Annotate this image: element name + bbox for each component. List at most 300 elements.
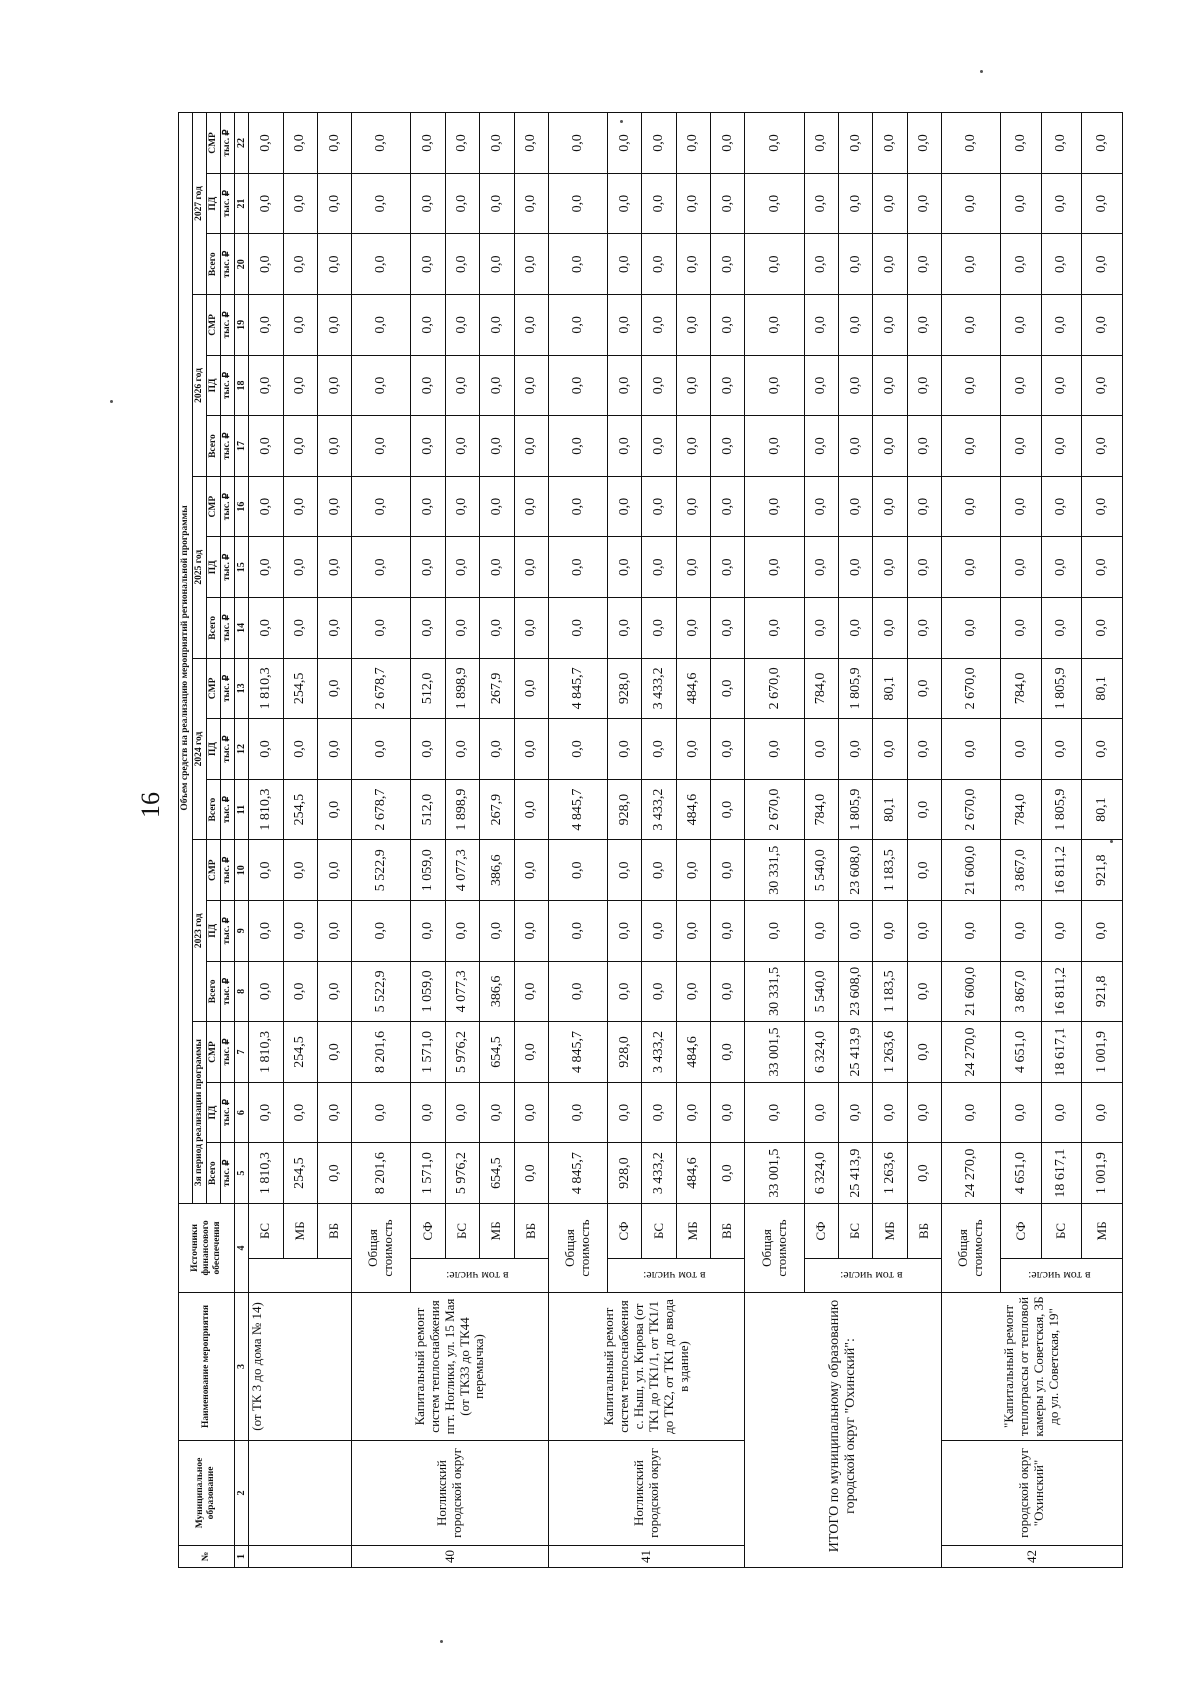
value-cell: 0,0 (608, 295, 642, 356)
value-cell: 0,0 (676, 598, 710, 659)
value-cell: 0,0 (942, 901, 1001, 962)
total-label: ИТОГО по муниципальному образованию городской округ "Охинский": (745, 1292, 942, 1567)
value-cell: 0,0 (711, 295, 745, 356)
value-cell: 0,0 (445, 295, 479, 356)
value-cell: 0,0 (283, 173, 317, 234)
value-cell: 0,0 (907, 1082, 941, 1143)
value-cell: 4 077,3 (445, 840, 479, 901)
header-unit: тыс. ₽ (220, 840, 234, 901)
value-cell: 24 270,0 (942, 1143, 1001, 1204)
value-cell: 0,0 (1001, 1082, 1042, 1143)
table-row (942, 113, 1001, 1568)
value-cell: 0,0 (804, 416, 838, 477)
value-cell: 0,0 (352, 476, 411, 537)
measure-cell: "Капитальный ремонт теплотрассы от тепловой камеры ул. Советская, 3Б до ул. Советская, 19" (942, 1292, 1123, 1440)
header-period: 3я период реализации программы (192, 1022, 206, 1204)
value-cell: 0,0 (608, 173, 642, 234)
value-cell: 0,0 (642, 840, 676, 901)
value-cell: 1 001,9 (1082, 1022, 1123, 1083)
value-cell: 0,0 (283, 113, 317, 174)
value-cell: 512,0 (411, 658, 445, 719)
value-cell: 0,0 (907, 1143, 941, 1204)
value-cell: 0,0 (942, 295, 1001, 356)
value-cell: 0,0 (1001, 355, 1042, 416)
table-row (352, 113, 411, 1568)
value-cell: 6 324,0 (804, 1143, 838, 1204)
column-number: 13 (234, 658, 249, 719)
value-cell: 0,0 (608, 355, 642, 416)
value-cell: 0,0 (283, 901, 317, 962)
incl-label: в том числе: (839, 1269, 903, 1284)
value-cell: 0,0 (873, 476, 907, 537)
value-cell: 928,0 (608, 779, 642, 840)
header-unit: тыс. ₽ (220, 416, 234, 477)
value-cell: 1 810,3 (249, 658, 283, 719)
value-cell: 0,0 (548, 1082, 607, 1143)
value-cell: 0,0 (804, 234, 838, 295)
value-cell: 1 059,0 (411, 961, 445, 1022)
value-cell: 0,0 (745, 173, 804, 234)
header-pd: ПД (206, 355, 220, 416)
value-cell: 1 183,5 (873, 840, 907, 901)
value-cell: 0,0 (480, 598, 514, 659)
value-cell: 0,0 (480, 355, 514, 416)
table-body (249, 113, 1123, 1568)
value-cell: 0,0 (839, 113, 873, 174)
value-cell: 0,0 (317, 1082, 351, 1143)
value-cell: 16 811,2 (1041, 840, 1082, 901)
value-cell: 0,0 (1082, 537, 1123, 598)
value-cell: 0,0 (642, 901, 676, 962)
value-cell: 0,0 (804, 1082, 838, 1143)
value-cell: 1 810,3 (249, 1022, 283, 1083)
header-unit: тыс. ₽ (220, 537, 234, 598)
value-cell: 0,0 (514, 1082, 548, 1143)
value-cell: 0,0 (548, 234, 607, 295)
incl-empty (249, 1258, 352, 1292)
source-cell: Общая стоимость (548, 1203, 607, 1292)
value-cell: 0,0 (411, 537, 445, 598)
value-cell: 0,0 (642, 113, 676, 174)
scan-speck (980, 70, 983, 73)
header-2025: 2025 год (192, 476, 206, 658)
value-cell: 0,0 (445, 355, 479, 416)
value-cell: 0,0 (317, 840, 351, 901)
source-cell: СФ (804, 1203, 838, 1258)
value-cell: 0,0 (411, 719, 445, 780)
value-cell: 0,0 (514, 416, 548, 477)
municipality-cell: Ногликский городской округ (548, 1440, 745, 1545)
value-cell: 0,0 (1041, 901, 1082, 962)
value-cell: 0,0 (745, 355, 804, 416)
value-cell: 3 433,2 (642, 1022, 676, 1083)
header-row-1 (179, 113, 193, 1568)
header-unit: тыс. ₽ (220, 658, 234, 719)
value-cell: 0,0 (676, 719, 710, 780)
value-cell: 0,0 (445, 416, 479, 477)
value-cell: 0,0 (317, 173, 351, 234)
column-number: 7 (234, 1022, 249, 1083)
value-cell: 0,0 (317, 961, 351, 1022)
source-cell: ВБ (711, 1203, 745, 1258)
value-cell: 0,0 (839, 1082, 873, 1143)
value-cell: 5 522,9 (352, 961, 411, 1022)
value-cell: 254,5 (283, 658, 317, 719)
value-cell: 0,0 (283, 719, 317, 780)
row-num (249, 1546, 352, 1568)
value-cell: 0,0 (317, 476, 351, 537)
value-cell: 18 617,1 (1041, 1022, 1082, 1083)
value-cell: 0,0 (411, 476, 445, 537)
header-unit: тыс. ₽ (220, 173, 234, 234)
value-cell: 928,0 (608, 1022, 642, 1083)
value-cell: 0,0 (1041, 113, 1082, 174)
value-cell: 0,0 (745, 537, 804, 598)
value-cell: 0,0 (1082, 476, 1123, 537)
municipality-cell (249, 1440, 352, 1545)
value-cell: 4 651,0 (1001, 1143, 1042, 1204)
value-cell: 0,0 (283, 537, 317, 598)
value-cell: 0,0 (676, 1082, 710, 1143)
value-cell: 0,0 (1001, 295, 1042, 356)
value-cell: 0,0 (548, 901, 607, 962)
source-cell: ВБ (907, 1203, 941, 1258)
column-number: 10 (234, 840, 249, 901)
value-cell: 0,0 (352, 355, 411, 416)
value-cell: 1 810,3 (249, 779, 283, 840)
header-unit: тыс. ₽ (220, 295, 234, 356)
value-cell: 0,0 (907, 113, 941, 174)
value-cell: 0,0 (1001, 719, 1042, 780)
value-cell: 0,0 (642, 719, 676, 780)
value-cell: 1 571,0 (411, 1022, 445, 1083)
value-cell: 0,0 (745, 901, 804, 962)
value-cell: 0,0 (249, 355, 283, 416)
value-cell: 0,0 (317, 1022, 351, 1083)
value-cell: 0,0 (514, 1143, 548, 1204)
value-cell: 0,0 (804, 476, 838, 537)
value-cell: 0,0 (480, 113, 514, 174)
value-cell: 0,0 (676, 537, 710, 598)
value-cell: 0,0 (317, 598, 351, 659)
value-cell: 0,0 (942, 416, 1001, 477)
value-cell: 0,0 (873, 295, 907, 356)
value-cell: 0,0 (608, 719, 642, 780)
value-cell: 0,0 (608, 1082, 642, 1143)
column-number: 15 (234, 537, 249, 598)
value-cell: 0,0 (839, 598, 873, 659)
value-cell: 33 001,5 (745, 1143, 804, 1204)
value-cell: 0,0 (907, 901, 941, 962)
value-cell: 0,0 (804, 537, 838, 598)
municipality-cell: Ногликский городской округ (352, 1440, 549, 1545)
value-cell: 0,0 (873, 113, 907, 174)
value-cell: 0,0 (514, 173, 548, 234)
value-cell: 0,0 (514, 840, 548, 901)
header-total: Всего (206, 779, 220, 840)
value-cell: 0,0 (352, 416, 411, 477)
row-num: 40 (352, 1546, 549, 1568)
column-number: 9 (234, 901, 249, 962)
value-cell: 2 670,0 (942, 779, 1001, 840)
source-cell: БС (445, 1203, 479, 1258)
value-cell: 0,0 (411, 1082, 445, 1143)
value-cell: 0,0 (873, 1082, 907, 1143)
value-cell: 0,0 (942, 1082, 1001, 1143)
incl-label-cell (411, 1258, 548, 1292)
value-cell: 0,0 (317, 779, 351, 840)
value-cell: 8 201,6 (352, 1022, 411, 1083)
incl-label: в том числе: (643, 1269, 706, 1284)
value-cell: 80,1 (1082, 658, 1123, 719)
measure-cell: (от ТК 3 до дома № 14) (249, 1292, 352, 1440)
value-cell: 0,0 (352, 113, 411, 174)
column-number: 16 (234, 476, 249, 537)
value-cell: 0,0 (548, 476, 607, 537)
value-cell: 0,0 (1001, 173, 1042, 234)
value-cell: 0,0 (642, 416, 676, 477)
header-unit: тыс. ₽ (220, 598, 234, 659)
value-cell: 0,0 (711, 1022, 745, 1083)
header-smr: СМР (206, 476, 220, 537)
header-source: Источники финансового обеспечения (179, 1203, 235, 1292)
value-cell: 3 433,2 (642, 658, 676, 719)
value-cell: 0,0 (676, 295, 710, 356)
value-cell: 0,0 (283, 961, 317, 1022)
value-cell: 0,0 (608, 113, 642, 174)
value-cell: 0,0 (942, 598, 1001, 659)
value-cell: 0,0 (839, 173, 873, 234)
value-cell: 1 263,6 (873, 1022, 907, 1083)
value-cell: 0,0 (445, 598, 479, 659)
value-cell: 0,0 (514, 113, 548, 174)
measure-cell: Капитальный ремонт систем теплоснабжения пгт. Ноглики, ул. 15 Мая (от ТК33 до ТК44 перемычка) (352, 1292, 549, 1440)
value-cell: 0,0 (711, 234, 745, 295)
value-cell: 0,0 (839, 295, 873, 356)
row-num: 42 (942, 1546, 1123, 1568)
value-cell: 0,0 (548, 113, 607, 174)
value-cell: 0,0 (608, 234, 642, 295)
value-cell: 8 201,6 (352, 1143, 411, 1204)
value-cell: 0,0 (907, 173, 941, 234)
value-cell: 928,0 (608, 658, 642, 719)
value-cell: 1 805,9 (1041, 658, 1082, 719)
value-cell: 0,0 (711, 779, 745, 840)
value-cell: 0,0 (411, 416, 445, 477)
value-cell: 0,0 (1001, 901, 1042, 962)
table-row (745, 113, 804, 1568)
value-cell: 0,0 (839, 355, 873, 416)
column-number: 6 (234, 1082, 249, 1143)
value-cell: 0,0 (907, 416, 941, 477)
value-cell: 0,0 (352, 901, 411, 962)
header-unit: тыс. ₽ (220, 113, 234, 174)
value-cell: 1 810,3 (249, 1143, 283, 1204)
column-number: 22 (234, 113, 249, 174)
value-cell: 0,0 (1082, 173, 1123, 234)
value-cell: 0,0 (249, 840, 283, 901)
value-cell: 0,0 (676, 840, 710, 901)
value-cell: 0,0 (711, 355, 745, 416)
value-cell: 0,0 (480, 537, 514, 598)
municipality-cell: городской округ "Охинский" (942, 1440, 1123, 1545)
header-unit: тыс. ₽ (220, 1143, 234, 1204)
value-cell: 0,0 (873, 901, 907, 962)
value-cell: 0,0 (1041, 295, 1082, 356)
value-cell: 23 608,0 (839, 840, 873, 901)
value-cell: 0,0 (283, 416, 317, 477)
value-cell: 0,0 (839, 234, 873, 295)
value-cell: 0,0 (804, 113, 838, 174)
value-cell: 0,0 (873, 719, 907, 780)
value-cell: 0,0 (608, 476, 642, 537)
value-cell: 3 433,2 (642, 1143, 676, 1204)
value-cell: 0,0 (352, 295, 411, 356)
table-row (249, 113, 283, 1568)
value-cell: 0,0 (1041, 355, 1082, 416)
value-cell: 654,5 (480, 1022, 514, 1083)
value-cell: 0,0 (1001, 598, 1042, 659)
value-cell: 0,0 (745, 1082, 804, 1143)
value-cell: 0,0 (411, 598, 445, 659)
value-cell: 0,0 (514, 961, 548, 1022)
value-cell: 921,8 (1082, 840, 1123, 901)
value-cell: 0,0 (942, 537, 1001, 598)
value-cell: 6 324,0 (804, 1022, 838, 1083)
column-number: 11 (234, 779, 249, 840)
value-cell: 0,0 (548, 961, 607, 1022)
value-cell: 0,0 (839, 537, 873, 598)
value-cell: 0,0 (480, 416, 514, 477)
value-cell: 5 540,0 (804, 961, 838, 1022)
source-cell: Общая стоимость (942, 1203, 1001, 1292)
value-cell: 0,0 (873, 234, 907, 295)
value-cell: 0,0 (745, 416, 804, 477)
value-cell: 0,0 (548, 173, 607, 234)
value-cell: 0,0 (873, 416, 907, 477)
value-cell: 0,0 (839, 901, 873, 962)
value-cell: 0,0 (942, 476, 1001, 537)
source-cell: БС (249, 1203, 283, 1258)
header-pd: ПД (206, 537, 220, 598)
value-cell: 0,0 (642, 476, 676, 537)
value-cell: 0,0 (711, 719, 745, 780)
value-cell: 0,0 (711, 476, 745, 537)
value-cell: 0,0 (1001, 537, 1042, 598)
column-number: 1 (234, 1546, 249, 1568)
value-cell: 4 845,7 (548, 1143, 607, 1204)
header-unit: тыс. ₽ (220, 901, 234, 962)
header-smr: СМР (206, 113, 220, 174)
value-cell: 484,6 (676, 658, 710, 719)
incl-label-cell (1001, 1258, 1123, 1292)
header-unit: тыс. ₽ (220, 719, 234, 780)
column-number: 8 (234, 961, 249, 1022)
value-cell: 0,0 (480, 476, 514, 537)
column-number: 20 (234, 234, 249, 295)
column-number: 3 (234, 1292, 249, 1440)
value-cell: 0,0 (249, 1082, 283, 1143)
value-cell: 0,0 (676, 355, 710, 416)
value-cell: 0,0 (548, 598, 607, 659)
value-cell: 0,0 (411, 234, 445, 295)
value-cell: 0,0 (514, 598, 548, 659)
value-cell: 0,0 (249, 173, 283, 234)
value-cell: 0,0 (711, 658, 745, 719)
value-cell: 0,0 (642, 173, 676, 234)
source-cell: МБ (676, 1203, 710, 1258)
value-cell: 25 413,9 (839, 1022, 873, 1083)
column-number: 4 (234, 1203, 249, 1292)
header-2027: 2027 год (192, 113, 206, 295)
value-cell: 3 867,0 (1001, 961, 1042, 1022)
value-cell: 0,0 (317, 416, 351, 477)
source-cell: СФ (1001, 1203, 1042, 1258)
value-cell: 0,0 (548, 416, 607, 477)
header-num: № (179, 1546, 235, 1568)
incl-label: в том числе: (446, 1269, 509, 1284)
value-cell: 0,0 (804, 295, 838, 356)
value-cell: 4 077,3 (445, 961, 479, 1022)
header-smr: СМР (206, 1022, 220, 1083)
value-cell: 0,0 (711, 961, 745, 1022)
value-cell: 0,0 (839, 476, 873, 537)
value-cell: 0,0 (676, 961, 710, 1022)
value-cell: 0,0 (1082, 1082, 1123, 1143)
value-cell: 0,0 (249, 961, 283, 1022)
value-cell: 25 413,9 (839, 1143, 873, 1204)
value-cell: 5 976,2 (445, 1022, 479, 1083)
value-cell: 921,8 (1082, 961, 1123, 1022)
value-cell: 0,0 (445, 1082, 479, 1143)
header-measure: Наименование мероприятия (179, 1292, 235, 1440)
value-cell: 0,0 (317, 295, 351, 356)
value-cell: 0,0 (676, 901, 710, 962)
value-cell: 0,0 (249, 476, 283, 537)
header-2023: 2023 год (192, 840, 206, 1022)
value-cell: 0,0 (745, 476, 804, 537)
value-cell: 0,0 (745, 113, 804, 174)
value-cell: 0,0 (548, 355, 607, 416)
value-cell: 4 845,7 (548, 1022, 607, 1083)
value-cell: 33 001,5 (745, 1022, 804, 1083)
value-cell: 1 059,0 (411, 840, 445, 901)
value-cell: 0,0 (445, 537, 479, 598)
value-cell: 0,0 (1082, 234, 1123, 295)
value-cell: 0,0 (745, 295, 804, 356)
value-cell: 0,0 (642, 537, 676, 598)
header-total: Всего (206, 598, 220, 659)
source-cell: ВБ (514, 1203, 548, 1258)
value-cell: 267,9 (480, 779, 514, 840)
value-cell: 80,1 (873, 779, 907, 840)
source-cell: СФ (608, 1203, 642, 1258)
source-cell: ВБ (317, 1203, 351, 1258)
value-cell: 0,0 (676, 173, 710, 234)
value-cell: 0,0 (317, 719, 351, 780)
value-cell: 0,0 (548, 840, 607, 901)
source-cell: МБ (873, 1203, 907, 1258)
value-cell: 0,0 (608, 598, 642, 659)
value-cell: 0,0 (249, 537, 283, 598)
value-cell: 2 670,0 (745, 658, 804, 719)
value-cell: 0,0 (411, 901, 445, 962)
page-number: 16 (136, 792, 165, 818)
value-cell: 0,0 (249, 416, 283, 477)
value-cell: 254,5 (283, 1143, 317, 1204)
header-smr: СМР (206, 840, 220, 901)
value-cell: 0,0 (1041, 416, 1082, 477)
